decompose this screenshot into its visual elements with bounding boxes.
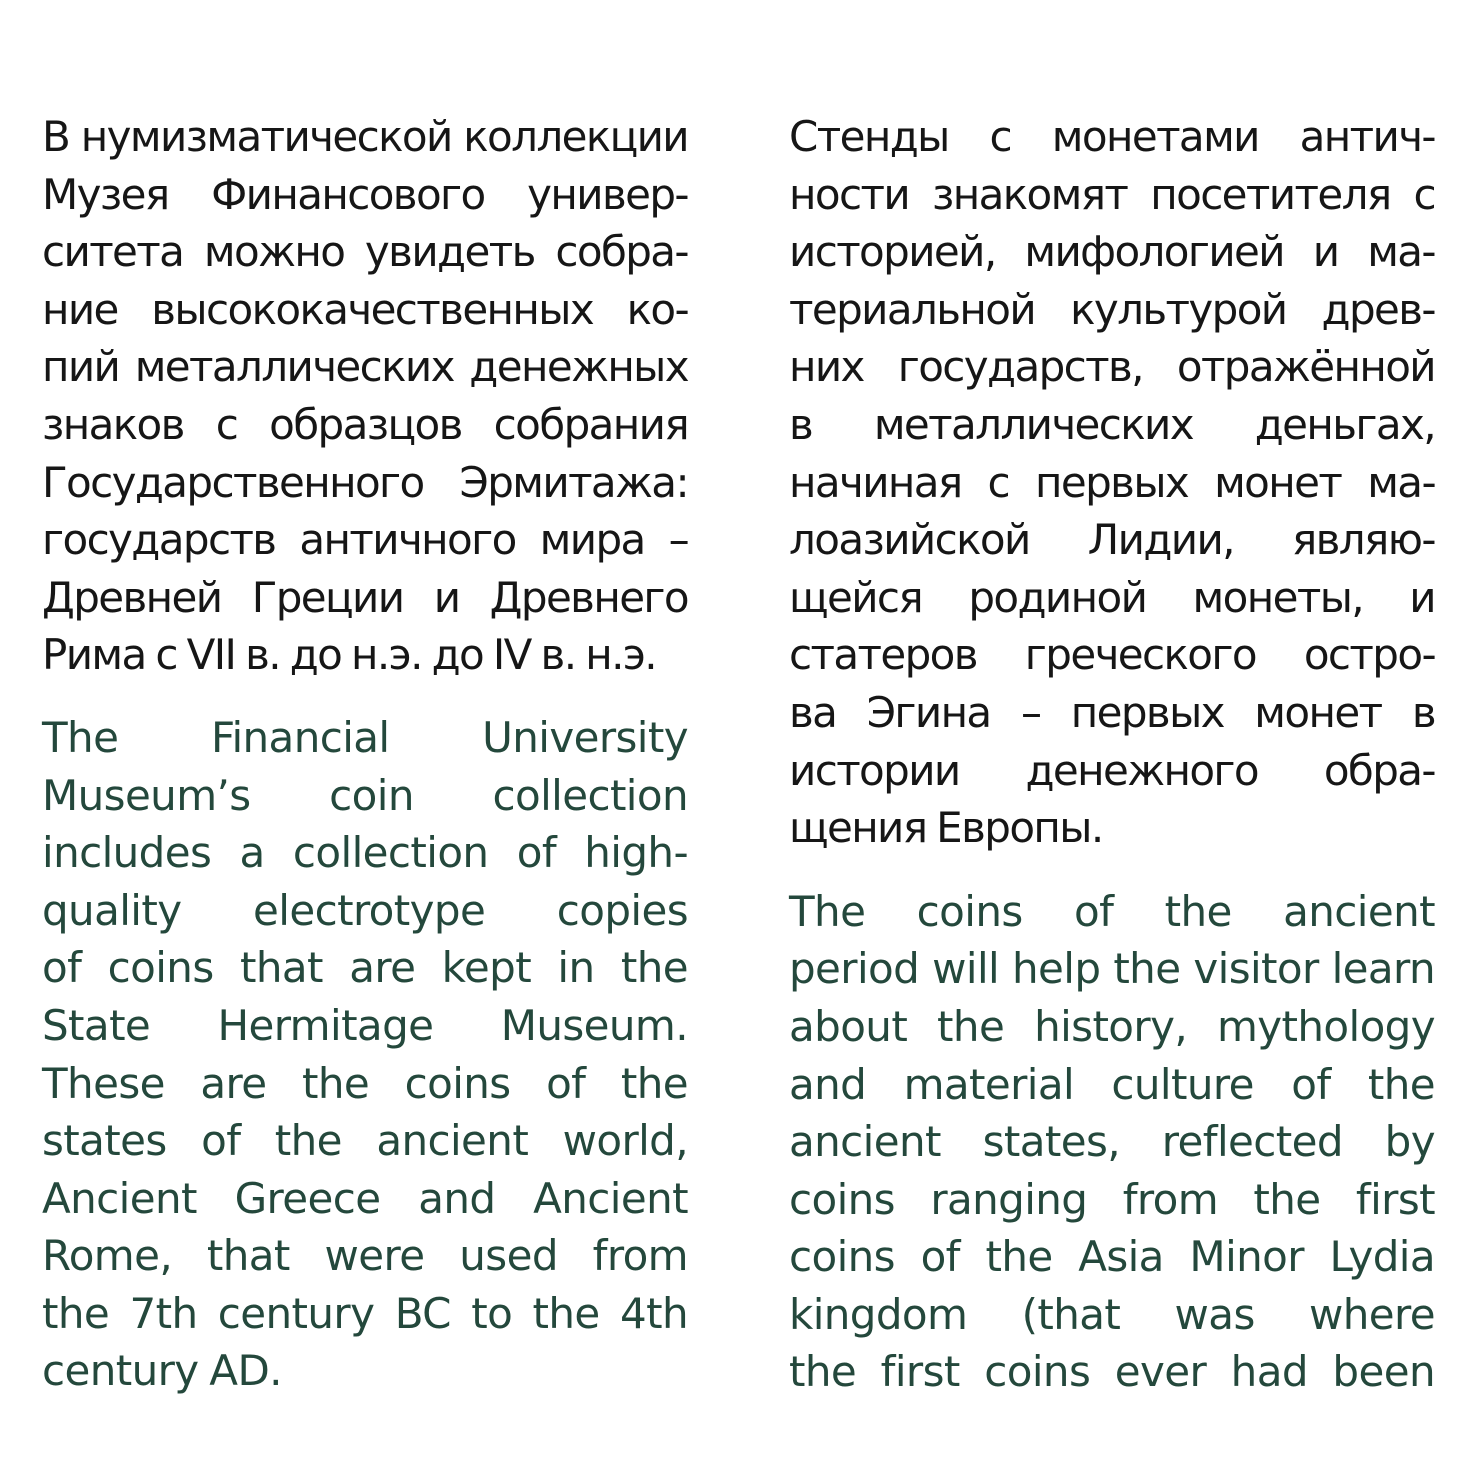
left-ru-line: пий металлических денежных — [42, 342, 688, 392]
left-en-line: These are the coins of the — [42, 1058, 688, 1108]
left-ru-line: государств античного мира – — [42, 515, 688, 565]
left-ru-line: В нумизматической коллекции — [42, 112, 688, 161]
right-ru-line: ности знакомят посетителя с — [789, 169, 1435, 219]
right-ru-line: историей, мифологией и ма- — [789, 227, 1435, 277]
left-ru-line: Древней Греции и Древнего — [42, 572, 688, 622]
right-en-line: coins ranging from the first — [789, 1174, 1435, 1224]
right-en-line: period will help the visitor learn — [789, 944, 1435, 994]
left-en-line: includes a collection of high- — [42, 828, 688, 878]
paragraph-gap — [789, 857, 1435, 883]
right-en-line: and material culture of the — [789, 1059, 1435, 1109]
left-en-line: Ancient Greece and Ancient — [42, 1173, 688, 1223]
left-en-line-last: century AD. — [42, 1346, 282, 1396]
left-en-line: Rome, that were used from — [42, 1231, 688, 1281]
left-column — [42, 108, 688, 1400]
right-ru-line: Стенды с монетами антич- — [789, 112, 1435, 161]
right-russian-paragraph — [789, 108, 1435, 857]
right-ru-line-last: щения Европы. — [789, 803, 1103, 853]
right-en-line: kingdom (that was where — [789, 1289, 1435, 1339]
paragraph-gap — [42, 684, 688, 709]
right-ru-line: начиная с первых монет ма- — [789, 457, 1435, 507]
right-en-line: the first coins ever had been — [789, 1347, 1435, 1397]
left-ru-line-last: Рима с VII в. до н.э. до IV в. н.э. — [42, 630, 657, 680]
right-english-paragraph — [789, 883, 1435, 1401]
left-en-line: states of the ancient world, — [42, 1116, 688, 1166]
right-en-line: coins of the Asia Minor Lydia — [789, 1232, 1435, 1282]
left-en-line: the 7th century BC to the 4th — [42, 1288, 688, 1338]
left-russian-paragraph — [42, 108, 688, 684]
right-ru-line: ва Эгина – первых монет в — [789, 687, 1435, 737]
right-ru-line: лоазийской Лидии, являю- — [789, 515, 1435, 565]
left-en-line: State Hermitage Museum. — [42, 1000, 688, 1050]
left-en-line: The Financial University — [42, 712, 688, 762]
left-ru-line: знаков с образцов собрания — [42, 399, 688, 449]
left-ru-line: Музея Финансового универ- — [42, 169, 688, 219]
right-ru-line: в металлических деньгах, — [789, 399, 1435, 449]
left-ru-line: ние высококачественных ко- — [42, 284, 688, 334]
right-ru-line: них государств, отражённой — [789, 342, 1435, 392]
left-en-line: Museum’s coin collection — [42, 770, 688, 820]
right-en-line: ancient states, reflected by — [789, 1117, 1435, 1167]
right-ru-line: щейся родиной монеты, и — [789, 572, 1435, 622]
right-column — [789, 108, 1435, 1401]
left-en-line: quality electrotype copies — [42, 885, 688, 935]
right-ru-line: териальной культурой древ- — [789, 284, 1435, 334]
right-ru-line: истории денежного обра- — [789, 745, 1435, 795]
right-en-line: about the history, mythology — [789, 1001, 1435, 1051]
left-ru-line: ситета можно увидеть собра- — [42, 227, 688, 277]
left-en-line: of coins that are kept in the — [42, 943, 688, 993]
left-ru-line: Государственного Эрмитажа: — [42, 457, 688, 507]
right-ru-line: статеров греческого остро- — [789, 630, 1435, 680]
right-en-line: The coins of the ancient — [789, 886, 1435, 936]
left-english-paragraph — [42, 709, 688, 1400]
